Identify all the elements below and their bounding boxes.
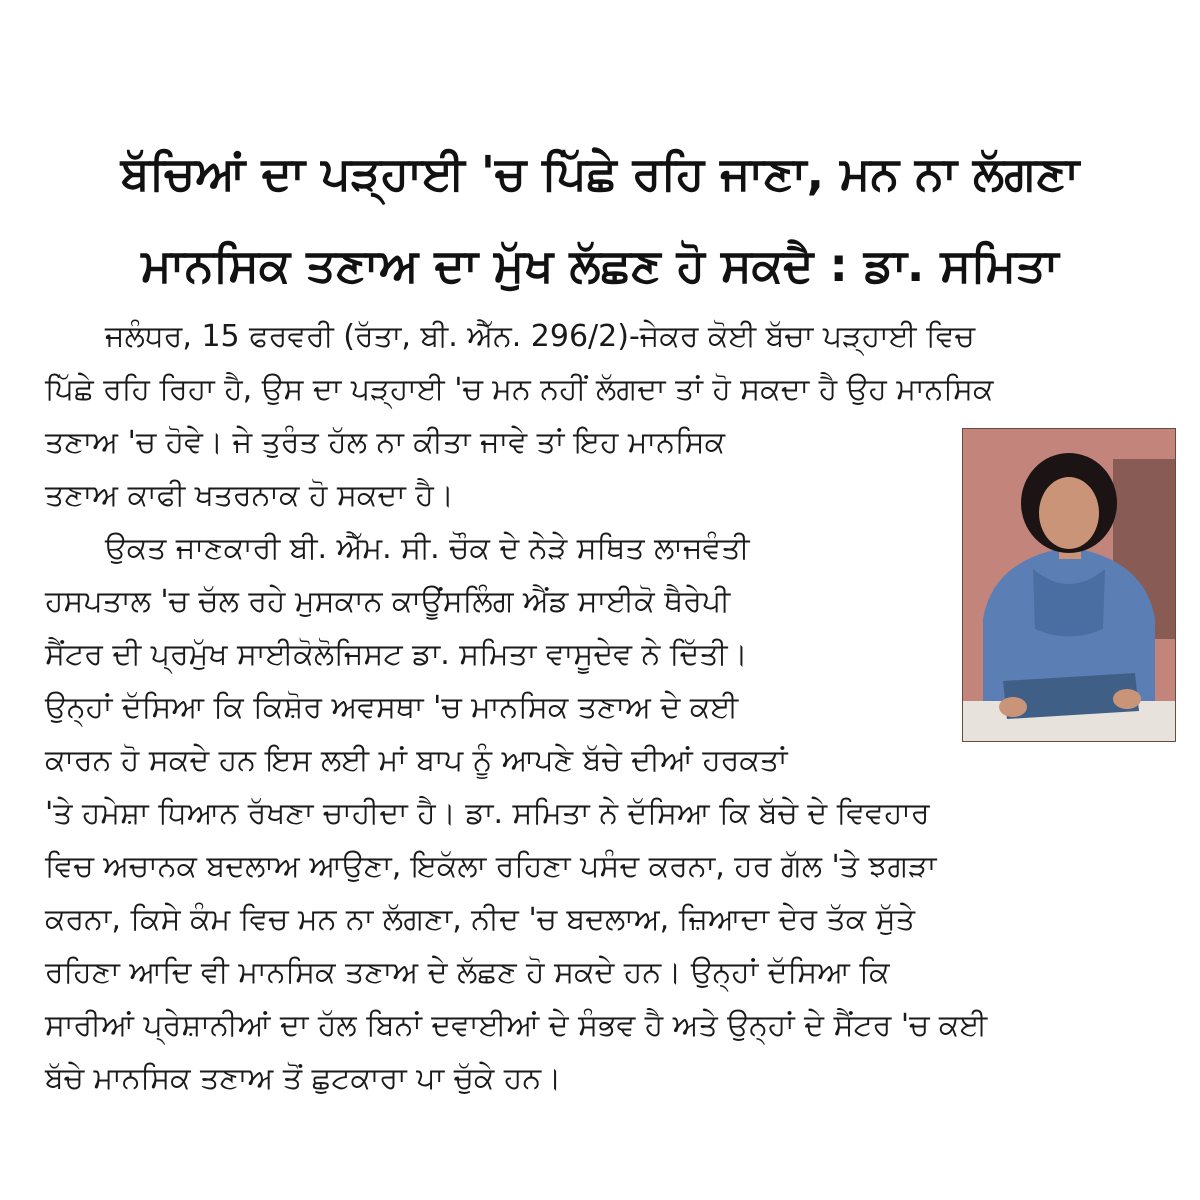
body-line: ਬੱਚੇ ਮਾਨਸਿਕ ਤਣਾਅ ਤੋਂ ਛੁਟਕਾਰਾ ਪਾ ਚੁੱਕੇ ਹਨ। xyxy=(45,1061,562,1096)
body-line: ਤਣਾਅ ਕਾਫੀ ਖਤਰਨਾਕ ਹੋ ਸਕਦਾ ਹੈ। xyxy=(45,478,455,513)
body-line: ਕਾਰਨ ਹੋ ਸਕਦੇ ਹਨ ਇਸ ਲਈ ਮਾਂ ਬਾਪ ਨੂੰ ਆਪਣੇ ਬੱਚੇ ਦੀਆਂ ਹਰਕਤਾਂ xyxy=(45,743,788,778)
body-line: 'ਤੇ ਹਮੇਸ਼ਾ ਧਿਆਨ ਰੱਖਣਾ ਚਾਹੀਦਾ ਹੈ। ਡਾ. ਸਮਿਤਾ ਨੇ ਦੱਸਿਆ ਕਿ ਬੱਚੇ ਦੇ ਵਿਵਹਾਰ xyxy=(45,796,930,831)
body-line: ਉਕਤ ਜਾਣਕਾਰੀ ਬੀ. ਐੱਮ. ਸੀ. ਚੌਕ ਦੇ ਨੇੜੇ ਸਥਿਤ ਲਾਜਵੰਤੀ xyxy=(105,531,750,566)
body-line: ਜਲੰਧਰ, 15 ਫਰਵਰੀ (ਰੱਤਾ, ਬੀ. ਐੱਨ. 296/2)-ਜੇਕਰ ਕੋਈ ਬੱਚਾ ਪੜ੍ਹਾਈ ਵਿਚ xyxy=(105,319,975,354)
body-line: ਵਿਚ ਅਚਾਨਕ ਬਦਲਾਅ ਆਉਣਾ, ਇਕੱਲਾ ਰਹਿਣਾ ਪਸੰਦ ਕਰਨਾ, ਹਰ ਗੱਲ 'ਤੇ ਝਗੜਾ xyxy=(45,849,937,884)
body-line: ਕਰਨਾ, ਕਿਸੇ ਕੰਮ ਵਿਚ ਮਨ ਨਾ ਲੱਗਣਾ, ਨੀਦ 'ਚ ਬਦਲਾਅ, ਜ਼ਿਆਦਾ ਦੇਰ ਤੱਕ ਸੁੱਤੇ xyxy=(45,902,915,937)
portrait-illustration xyxy=(963,429,1175,741)
body-line: ਹਸਪਤਾਲ 'ਚ ਚੱਲ ਰਹੇ ਮੁਸਕਾਨ ਕਾਊਂਸਲਿੰਗ ਐਂਡ ਸਾਈਕੋ ਥੈਰੇਪੀ xyxy=(45,584,731,619)
headline-line-1: ਬੱਚਿਆਂ ਦਾ ਪੜ੍ਹਾਈ 'ਚ ਪਿੱਛੇ ਰਹਿ ਜਾਣਾ, ਮਨ ਨਾ ਲੱਗਣਾ xyxy=(120,146,1080,200)
body-line: ਸੈਂਟਰ ਦੀ ਪ੍ਰਮੁੱਖ ਸਾਈਕੋਲੋਜਿਸਟ ਡਾ. ਸਮਿਤਾ ਵਾਸੂਦੇਵ ਨੇ ਦਿੱਤੀ। xyxy=(45,637,748,672)
photo-face xyxy=(1039,477,1099,549)
body-line: ਸਾਰੀਆਂ ਪ੍ਰੇਸ਼ਾਨੀਆਂ ਦਾ ਹੱਲ ਬਿਨਾਂ ਦਵਾਈਆਂ ਦੇ ਸੰਭਵ ਹੈ ਅਤੇ ਉਨ੍ਹਾਂ ਦੇ ਸੈਂਟਰ 'ਚ ਕਈ xyxy=(45,1008,988,1043)
photo-right-hand xyxy=(1113,689,1141,709)
body-line: ਪਿੱਛੇ ਰਹਿ ਰਿਹਾ ਹੈ, ਉਸ ਦਾ ਪੜ੍ਹਾਈ 'ਚ ਮਨ ਨਹੀਂ ਲੱਗਦਾ ਤਾਂ ਹੋ ਸਕਦਾ ਹੈ ਉਹ ਮਾਨਸਿਕ xyxy=(45,372,994,407)
body-line: ਤਣਾਅ 'ਚ ਹੋਵੇ। ਜੇ ਤੁਰੰਤ ਹੱਲ ਨਾ ਕੀਤਾ ਜਾਵੇ ਤਾਂ ਇਹ ਮਾਨਸਿਕ xyxy=(45,425,726,460)
photo-left-hand xyxy=(999,697,1027,717)
body-line: ਉਨ੍ਹਾਂ ਦੱਸਿਆ ਕਿ ਕਿਸ਼ੋਰ ਅਵਸਥਾ 'ਚ ਮਾਨਸਿਕ ਤਣਾਅ ਦੇ ਕਈ xyxy=(45,690,739,725)
portrait-photo xyxy=(962,428,1176,742)
body-line: ਰਹਿਣਾ ਆਦਿ ਵੀ ਮਾਨਸਿਕ ਤਣਾਅ ਦੇ ਲੱਛਣ ਹੋ ਸਕਦੇ ਹਨ। ਉਨ੍ਹਾਂ ਦੱਸਿਆ ਕਿ xyxy=(45,955,890,990)
headline-line-2: ਮਾਨਸਿਕ ਤਣਾਅ ਦਾ ਮੁੱਖ ਲੱਛਣ ਹੋ ਸਕਦੈ : ਡਾ. ਸਮਿਤਾ xyxy=(141,238,1059,292)
